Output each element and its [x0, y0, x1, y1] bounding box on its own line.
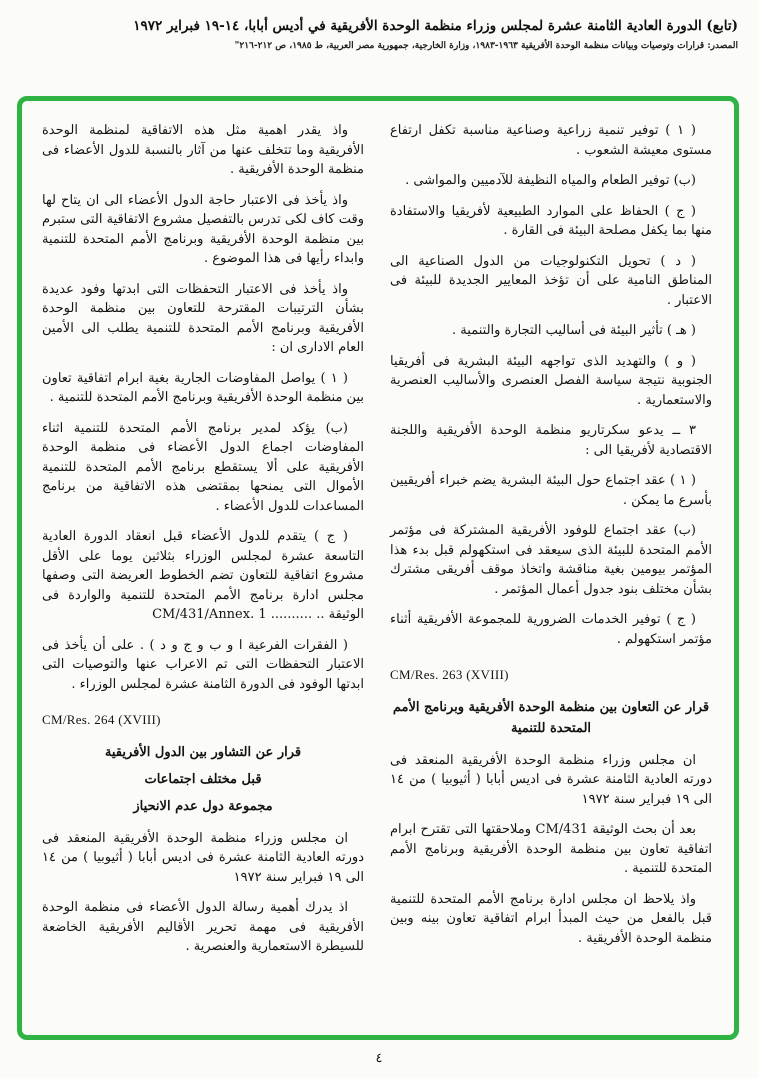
paragraph: ان مجلس وزراء منظمة الوحدة الأفريقية المنعقد فى دورته العادية الثامنة عشرة فى اديس أبابا ( أثيوبيا ) من ١٤ الى ١٩ فبراير سنة ١٩٧٢ — [42, 830, 364, 885]
paragraph: ( و ) والتهديد الذى تواجهه البيئة البشرية فى أفريقيا الجنوبية نتيجة سياسة الفصل العنصرى والأساليب العنصرية والاستعمارية . — [390, 353, 712, 408]
paragraph: ( ج ) الحفاظ على الموارد الطبيعية لأفريقيا والاستفادة منها بما يكفل مصلحة البيئة فى القارة . — [390, 203, 712, 238]
paragraph: واذ يلاحظ ان مجلس ادارة برنامج الأمم المتحدة للتنمية قبل بالفعل من حيث المبدأ ابرام اتفاقية تعاون بينه وبين منظمة الوحدة الأفريقية . — [390, 891, 712, 946]
paragraph: واذ يقدر اهمية مثل هذه الاتفاقية لمنظمة الوحدة الأفريقية وما تتخلف عنها من آثار بالنسبة للدول الأعضاء فى منظمة الوحدة الأفريقية . — [42, 123, 364, 177]
paragraph: (ب) توفير الطعام والمياه النظيفة للآدميين والمواشى . — [405, 173, 696, 188]
section-heading: قرار عن التشاور بين الدول الأفريقية — [104, 744, 302, 760]
paragraph: ( ١ ) عقد اجتماع حول البيئة البشرية يضم خبراء أفريقيين بأسرع ما يمكن . — [390, 473, 712, 508]
section-heading: مجموعة دول عدم الانحياز — [133, 798, 273, 814]
column-left — [42, 121, 364, 1021]
paragraph: واذ يأخذ فى الاعتبار حاجة الدول الأعضاء الى ان يتاح لها وقت كاف لكى تدرس بالتفصيل مشروع الاتفاقية التى ستبرم بين منظمة الوحدة الأفريقية وبرنامج الأمم المتحدة للتنمية وابداء رأيها فى هذا الموضوع . — [42, 192, 364, 266]
paragraph: (ب) عقد اجتماع للوفود الأفريقية المشتركة فى مؤتمر الأمم المتحدة للبيئة الذى سيعقد فى استكهولم قبل بدء هذا المؤتمر بيومين بغية مناقشة واتخاذ موقف أفريقى مشترك بشأن مختلف بنود جدول أعمال المؤتمر . — [390, 523, 712, 597]
paragraph: ( د ) تحويل التكنولوجيات من الدول الصناعية الى المناطق النامية على أن تؤخذ المعايير الجديدة للبيئة فى الاعتبار . — [390, 253, 712, 308]
header-source-line: المصدر: قرارات وتوصيات وبيانات منظمة الوحدة الأفريقية ١٩٦٣-١٩٨٣، وزارة الخارجية، جمهورية مصر العربية، ط ١٩٨٥، ص ٢١٢-٢١٦" — [234, 41, 738, 52]
paragraph: واذ يأخذ فى الاعتبار التحفظات التى ابدتها وفود عديدة بشأن الترتيبات المقترحة للتعاون بين منظمة الوحدة الأفريقية وبرنامج الأمم المتحدة للتنمية يطلب الى الأمين العام الادارى ان : — [42, 281, 364, 355]
section-heading: قرار عن التعاون بين منظمة الوحدة الأفريقية وبرنامج الأمم المتحدة للتنمية — [392, 699, 710, 736]
resolution-reference: CM/Res. 264 (XVIII) — [42, 712, 161, 727]
paragraph: (ب) يؤكد لمدير برنامج الأمم المتحدة للتنمية اثناء المفاوضات اجماع الدول الأعضاء فى منظمة الوحدة الأفريقية على ألا يستقطع برنامج الأمم المتحدة للتنمية الأموال التى يمنحها بمقتضى هذه الاتفاقية من برنامج المساعدات للدول الأعضاء . — [42, 420, 364, 514]
paragraph: ( الفقرات الفرعية ا و ب و ج و د ) . على أن يأخذ فى الاعتبار التحفظات التى تم الاعراب عنها والتوصيات التى ابدتها الوفود فى الدورة الثامنة عشرة لمجلس الوزراء . — [42, 637, 364, 692]
paragraph: ( هـ ) تأثير البيئة فى أساليب التجارة والتنمية . — [452, 323, 696, 338]
paragraph: ٣ ــ يدعو سكرتاريو منظمة الوحدة الأفريقية واللجنة الاقتصادية لأفريقيا الى : — [390, 423, 712, 458]
paragraph: ( ١ ) توفير تنمية زراعية وصناعية مناسبة تكفل ارتفاع مستوى معيشة الشعوب . — [390, 123, 712, 158]
page-number: ٤ — [375, 1051, 383, 1066]
content-border-box — [17, 96, 739, 1040]
paragraph: ان مجلس وزراء منظمة الوحدة الأفريقية المنعقد فى دورته العادية الثامنة عشرة فى اديس أبابا ( أثيوبيا ) من ١٤ الى ١٩ فبراير سنة ١٩٧٢ — [390, 752, 712, 807]
section-heading: قبل مختلف اجتماعات — [144, 771, 262, 787]
paragraph: ( ١ ) يواصل المفاوضات الجارية بغية ابرام اتفاقية تعاون بين منظمة الوحدة الأفريقية وبرنامج الأمم المتحدة للتنمية . — [42, 370, 364, 405]
header-title: (تابع) الدورة العادية الثامنة عشرة لمجلس وزراء منظمة الوحدة الأفريقية في أديس أبابا، ١٤-١٩ فبراير ١٩٧٢ — [133, 18, 738, 34]
paragraph: ( ج ) توفير الخدمات الضرورية للمجموعة الأفريقية أثناء مؤتمر استكهولم . — [390, 612, 712, 647]
text-columns — [42, 121, 712, 1021]
column-right — [390, 121, 712, 1021]
paragraph: بعد أن بحث الوثيقة CM/431 وملاحقتها التى تقترح ابرام اتفاقية تعاون بين منظمة الوحدة الأفريقية وبرنامج الأمم المتحدة للتنمية . — [390, 822, 712, 876]
paragraph: اذ يدرك أهمية رسالة الدول الأعضاء فى منظمة الوحدة الأفريقية فى مهمة تحرير الأقاليم الأفريقية الخاضعة للسيطرة الاستعمارية والعنصرية . — [42, 900, 364, 954]
document-header — [20, 16, 738, 51]
paragraph: ( ج ) يتقدم للدول الأعضاء قبل انعقاد الدورة العادية التاسعة عشرة لمجلس الوزراء بثلاثين يوما على الأقل مشروع اتفاقية للتعاون تضم الخطوط العريضة التى وصفها مجلس ادارة برنامج الأمم المتحدة للتنمية والواردة فى الوثيقة .. .......... CM/431/Annex. 1 — [42, 529, 364, 622]
resolution-reference: CM/Res. 263 (XVIII) — [390, 667, 509, 682]
